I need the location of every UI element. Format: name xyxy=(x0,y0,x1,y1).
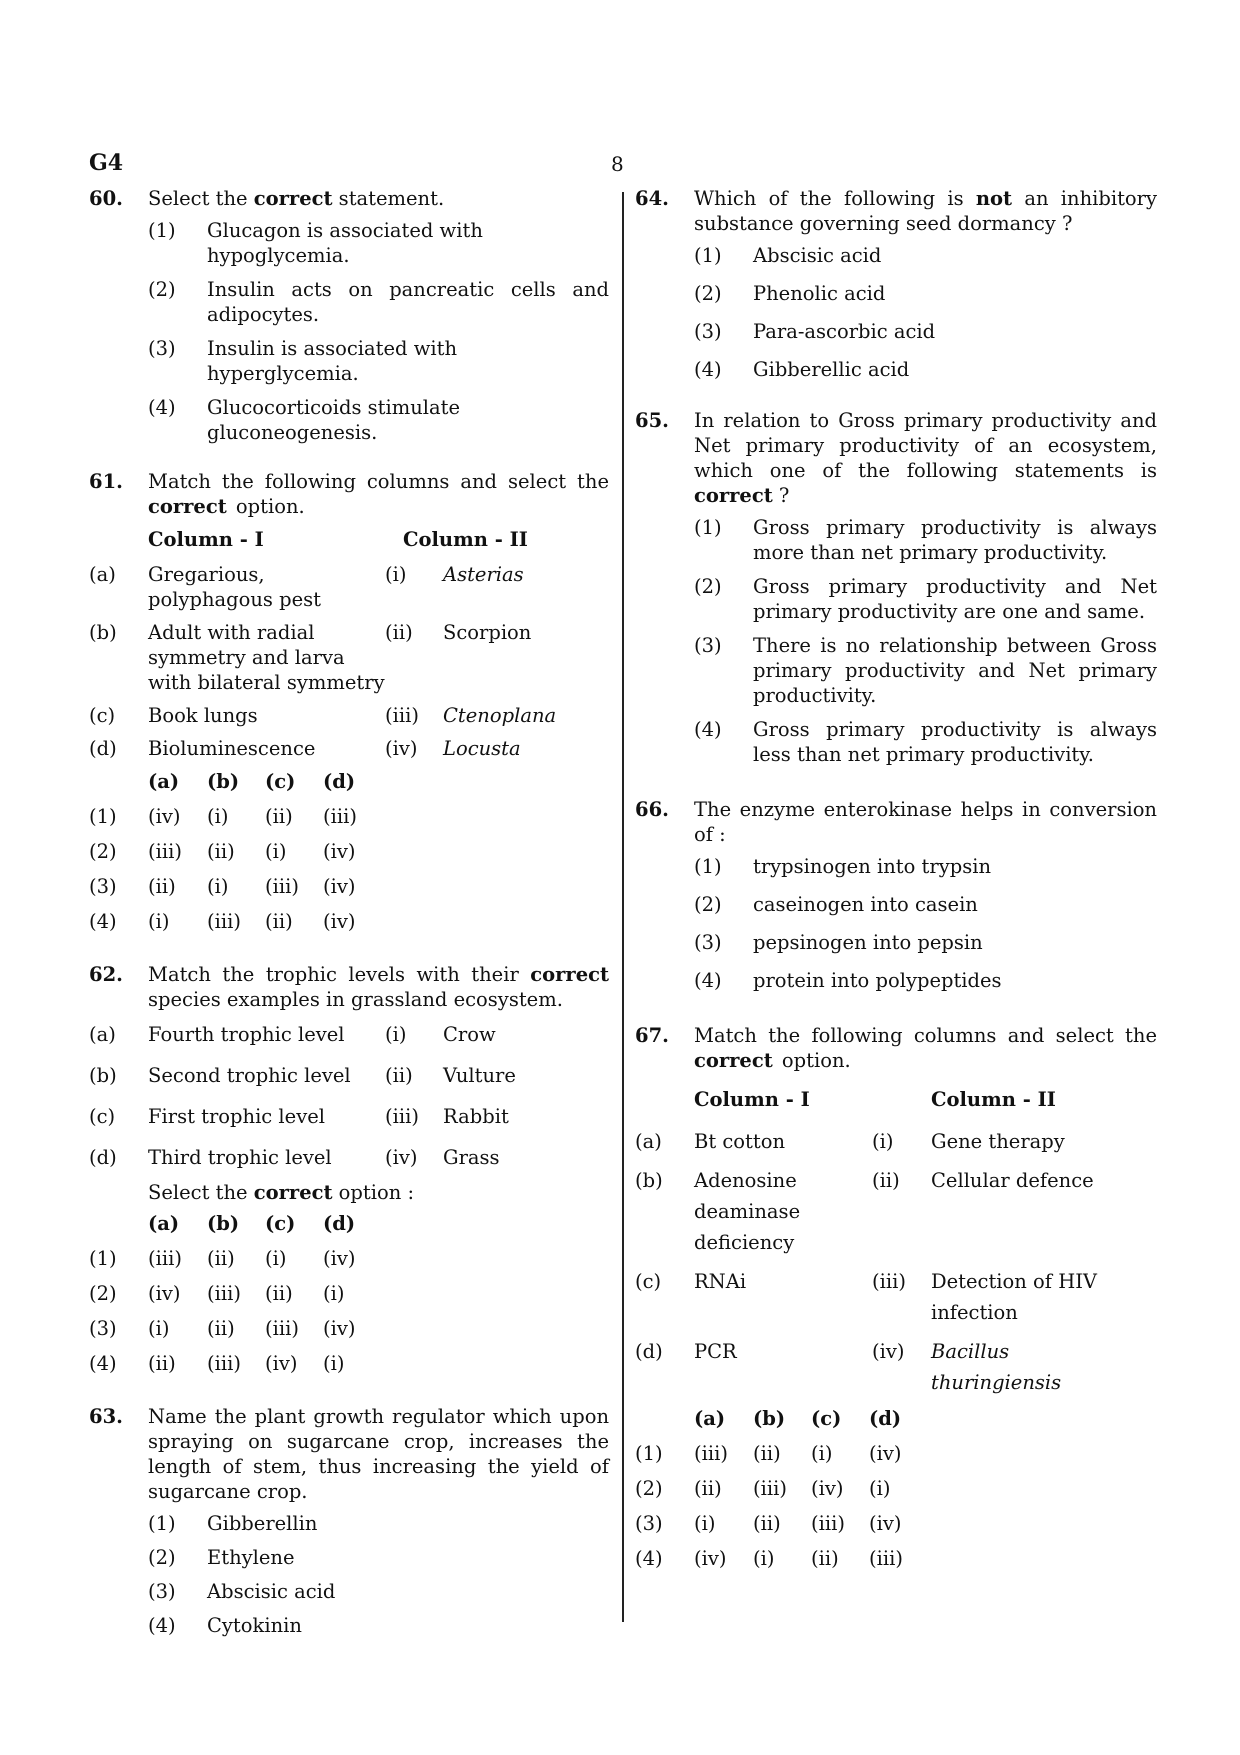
option-2[interactable] xyxy=(148,1545,609,1570)
option-text: protein into polypeptides xyxy=(753,969,1002,992)
answer-cell: (i) xyxy=(323,1352,345,1375)
column-2-heading: Column - II xyxy=(403,528,528,551)
option-text: Insulin acts on pancreatic cells and adipocytes. xyxy=(207,278,609,326)
column-divider xyxy=(622,192,624,1622)
match-table xyxy=(89,1022,609,1178)
question-stem: The enzyme enterokinase helps in conversion of : xyxy=(694,798,1157,846)
answer-cell: (iv) xyxy=(869,1512,902,1535)
row-label: (iii) xyxy=(872,1270,906,1293)
column-2-item: Cellular defence xyxy=(931,1169,1094,1192)
row-label: (b) xyxy=(635,1169,663,1192)
question-number: 60. xyxy=(89,187,123,210)
column-2-item: Detection of HIV infection xyxy=(931,1270,1097,1324)
answer-head: (a) xyxy=(694,1407,726,1430)
option-2[interactable] xyxy=(694,281,1157,306)
option-text: Glucocorticoids stimulate gluconeogenesis. xyxy=(207,396,461,444)
column-2-heading: Column - II xyxy=(931,1088,1056,1111)
column-1-heading: Column - I xyxy=(148,528,264,551)
options xyxy=(694,243,1157,382)
option-text: Abscisic acid xyxy=(207,1580,336,1603)
answer-cell: (ii) xyxy=(694,1477,722,1500)
question-64 xyxy=(635,186,1157,382)
stem-emphasis: correct xyxy=(694,484,773,507)
option-text: Insulin is associated with hyperglycemia. xyxy=(207,337,458,385)
option-label: (2) xyxy=(148,1546,176,1569)
option-text: Cytokinin xyxy=(207,1614,302,1637)
column-1-item: Third trophic level xyxy=(148,1146,332,1169)
answer-cell: (i) xyxy=(811,1442,833,1465)
option-1[interactable] xyxy=(694,854,1157,879)
answer-cell: (iii) xyxy=(694,1442,728,1465)
question-number: 64. xyxy=(635,187,669,210)
row-label: (b) xyxy=(89,1064,117,1087)
row-label: (iii) xyxy=(385,1105,419,1128)
option-text: Gibberellic acid xyxy=(753,358,910,381)
option-label: (1) xyxy=(148,1512,176,1535)
stem-text: species examples in grassland ecosystem. xyxy=(148,988,563,1011)
column-1-item: Second trophic level xyxy=(148,1064,351,1087)
column-1-item: Adenosine deaminase deficiency xyxy=(694,1169,801,1254)
answer-cell: (i) xyxy=(753,1547,775,1570)
options xyxy=(694,854,1157,993)
answer-cell: (i) xyxy=(148,910,170,933)
row-label: (d) xyxy=(635,1340,663,1363)
option-3[interactable] xyxy=(148,336,609,386)
answer-option-label[interactable]: (4) xyxy=(89,1352,117,1375)
answer-head: (b) xyxy=(207,1212,240,1235)
answer-cell: (i) xyxy=(265,840,287,863)
stem-emphasis: correct xyxy=(148,495,227,518)
match-table xyxy=(635,1126,1157,1406)
column-2-item: Crow xyxy=(443,1023,496,1046)
column-2-item: Gene therapy xyxy=(931,1130,1065,1153)
answer-head: (d) xyxy=(323,1212,356,1235)
question-60 xyxy=(89,186,609,445)
row-label: (d) xyxy=(89,1146,117,1169)
option-text: trypsinogen into trypsin xyxy=(753,855,992,878)
stem-text: Match the trophic levels with their xyxy=(148,963,531,986)
column-1-item: Gregarious, polyphagous pest xyxy=(148,563,321,611)
option-text: There is no relationship between Gross primary productivity and Net primary productivity. xyxy=(753,634,1157,707)
question-65 xyxy=(635,408,1157,767)
row-label: (d) xyxy=(89,737,117,760)
option-label: (4) xyxy=(148,1614,176,1637)
question-stem: Name the plant growth regulator which upon spraying on sugarcane crop, increases the length of stem, thus increasing the yield of sugarcane crop. xyxy=(148,1405,609,1503)
option-label: (3) xyxy=(694,931,722,954)
answer-cell: (iii) xyxy=(869,1547,903,1570)
answer-option-label[interactable]: (1) xyxy=(635,1442,663,1465)
answer-cell: (i) xyxy=(869,1477,891,1500)
question-61 xyxy=(89,469,609,944)
answer-option-label[interactable]: (2) xyxy=(89,840,117,863)
row-label: (c) xyxy=(89,1105,116,1128)
stem-emphasis: correct xyxy=(694,1049,773,1072)
option-1[interactable] xyxy=(148,1511,609,1536)
option-4[interactable] xyxy=(148,395,609,445)
answer-cell: (ii) xyxy=(265,805,293,828)
column-2-item: Grass xyxy=(443,1146,500,1169)
stem-emphasis: not xyxy=(975,187,1013,210)
question-67 xyxy=(635,1023,1157,1581)
answer-cell: (iv) xyxy=(323,1317,356,1340)
answer-cell: (iv) xyxy=(323,840,356,863)
row-label: (ii) xyxy=(872,1169,900,1192)
instruction-emphasis: correct xyxy=(253,1181,333,1204)
answer-head: (b) xyxy=(207,770,240,793)
row-label: (iii) xyxy=(385,704,419,727)
answer-option-label[interactable]: (3) xyxy=(89,1317,117,1340)
row-label: (iv) xyxy=(385,1146,418,1169)
column-1-item: PCR xyxy=(694,1340,737,1363)
option-text: Abscisic acid xyxy=(753,244,882,267)
answer-head: (c) xyxy=(265,770,296,793)
row-label: (ii) xyxy=(385,1064,413,1087)
option-label: (4) xyxy=(694,969,722,992)
option-text: Phenolic acid xyxy=(753,282,886,305)
column-2-text: Asterias xyxy=(443,563,524,586)
answer-cell: (ii) xyxy=(753,1442,781,1465)
column-2-text: Ctenoplana xyxy=(443,704,557,727)
instruction-text: Select the xyxy=(148,1181,254,1204)
exam-code: G4 xyxy=(89,150,124,176)
option-text: Gross primary productivity and Net primary productivity are one and same. xyxy=(753,575,1157,623)
answer-head: (a) xyxy=(148,1212,180,1235)
answer-cell: (iii) xyxy=(811,1512,845,1535)
option-label: (3) xyxy=(694,634,722,657)
option-text: Gibberellin xyxy=(207,1512,318,1535)
option-4[interactable] xyxy=(694,968,1157,993)
question-number: 67. xyxy=(635,1024,669,1047)
question-number: 63. xyxy=(89,1405,123,1428)
option-label: (4) xyxy=(148,396,176,419)
column-2-text: Bacillus thuringiensis xyxy=(931,1340,1062,1394)
option-text: Para-ascorbic acid xyxy=(753,320,936,343)
option-2[interactable] xyxy=(694,574,1157,624)
answer-cell: (ii) xyxy=(265,1282,293,1305)
answer-head: (c) xyxy=(265,1212,296,1235)
row-label: (iv) xyxy=(385,737,418,760)
select-instruction xyxy=(148,1180,609,1205)
answer-option-label[interactable]: (1) xyxy=(89,1247,117,1270)
option-text: Gross primary productivity is always less than net primary productivity. xyxy=(753,718,1157,766)
option-label: (2) xyxy=(148,278,176,301)
column-2-text: Locusta xyxy=(443,737,521,760)
answer-grid xyxy=(89,1211,609,1386)
row-label: (a) xyxy=(89,1023,116,1046)
question-number: 66. xyxy=(635,798,669,821)
answer-cell: (ii) xyxy=(207,1317,235,1340)
column-1-item: Adult with radial symmetry and larva with bilateral symmetry xyxy=(148,621,385,694)
answer-cell: (ii) xyxy=(148,1352,176,1375)
option-text: Glucagon is associated with hypoglycemia. xyxy=(207,219,483,267)
option-label: (3) xyxy=(694,320,722,343)
answer-cell: (iii) xyxy=(323,805,357,828)
answer-cell: (ii) xyxy=(148,875,176,898)
row-label: (c) xyxy=(89,704,116,727)
stem-text: option. xyxy=(226,495,305,518)
answer-cell: (iv) xyxy=(148,1282,181,1305)
answer-cell: (i) xyxy=(694,1512,716,1535)
answer-cell: (ii) xyxy=(207,1247,235,1270)
option-3[interactable] xyxy=(148,1579,609,1604)
column-2-item xyxy=(443,736,573,769)
stem-text: an inhibitory substance governing seed dormancy ? xyxy=(694,187,1157,235)
stem-text: Match the following columns and select the xyxy=(148,470,609,493)
question-stem xyxy=(694,1023,1157,1073)
column-1-item: RNAi xyxy=(694,1270,747,1293)
question-stem xyxy=(148,962,609,1012)
column-1-item: Book lungs xyxy=(148,704,258,727)
answer-cell: (iv) xyxy=(323,875,356,898)
option-4[interactable] xyxy=(694,717,1157,767)
column-1-item: Fourth trophic level xyxy=(148,1023,345,1046)
option-label: (2) xyxy=(694,282,722,305)
question-62 xyxy=(89,962,609,1386)
stem-text: ? xyxy=(772,484,790,507)
option-1[interactable] xyxy=(148,218,609,268)
option-4[interactable] xyxy=(694,357,1157,382)
left-column xyxy=(89,186,609,1647)
answer-cell: (iii) xyxy=(753,1477,787,1500)
instruction-text: option : xyxy=(332,1181,415,1204)
answer-cell: (iii) xyxy=(148,1247,182,1270)
option-text: Ethylene xyxy=(207,1546,295,1569)
answer-cell: (iv) xyxy=(811,1477,844,1500)
match-header xyxy=(635,1087,1157,1120)
question-number: 61. xyxy=(89,470,123,493)
answer-head: (a) xyxy=(148,770,180,793)
stem-emphasis: correct xyxy=(253,187,333,210)
option-label: (1) xyxy=(694,244,722,267)
answer-grid xyxy=(89,769,609,944)
option-4[interactable] xyxy=(148,1613,609,1638)
option-3[interactable] xyxy=(694,319,1157,344)
answer-head: (d) xyxy=(323,770,356,793)
answer-option-label[interactable]: (3) xyxy=(635,1512,663,1535)
options xyxy=(694,515,1157,767)
option-2[interactable] xyxy=(148,277,609,327)
answer-head: (b) xyxy=(753,1407,786,1430)
answer-option-label[interactable]: (2) xyxy=(635,1477,663,1500)
option-label: (2) xyxy=(694,893,722,916)
stem-text: In relation to Gross primary productivity and Net primary productivity of an ecosystem, which one of the following statements is xyxy=(694,409,1157,482)
option-1[interactable] xyxy=(694,515,1157,565)
column-2-item xyxy=(443,703,573,736)
option-3[interactable] xyxy=(694,930,1157,955)
options xyxy=(148,1511,609,1638)
stem-text: Match the following columns and select the xyxy=(694,1024,1157,1047)
option-label: (1) xyxy=(148,219,176,242)
row-label: (c) xyxy=(635,1270,662,1293)
column-2-item: Scorpion xyxy=(443,621,532,644)
row-label: (b) xyxy=(89,621,117,644)
answer-cell: (ii) xyxy=(811,1547,839,1570)
row-label: (ii) xyxy=(385,621,413,644)
question-stem xyxy=(694,408,1157,508)
row-label: (i) xyxy=(872,1130,894,1153)
option-label: (3) xyxy=(148,337,176,360)
question-stem xyxy=(694,186,1157,236)
column-2-item: Rabbit xyxy=(443,1105,509,1128)
question-stem xyxy=(148,469,609,519)
column-1-item: Bt cotton xyxy=(694,1130,785,1153)
stem-text: statement. xyxy=(332,187,445,210)
answer-option-label[interactable]: (2) xyxy=(89,1282,117,1305)
answer-cell: (iv) xyxy=(694,1547,727,1570)
option-3[interactable] xyxy=(694,633,1157,708)
answer-cell: (i) xyxy=(207,805,229,828)
stem-text: Select the xyxy=(148,187,254,210)
option-text: Gross primary productivity is always more than net primary productivity. xyxy=(753,516,1157,564)
column-2-item xyxy=(443,562,573,620)
option-label: (3) xyxy=(148,1580,176,1603)
answer-cell: (i) xyxy=(323,1282,345,1305)
column-1-heading: Column - I xyxy=(694,1088,810,1111)
answer-cell: (iv) xyxy=(869,1442,902,1465)
option-label: (2) xyxy=(694,575,722,598)
page-number: 8 xyxy=(611,152,624,176)
option-text: pepsinogen into pepsin xyxy=(753,931,983,954)
answer-cell: (ii) xyxy=(265,910,293,933)
answer-cell: (i) xyxy=(265,1247,287,1270)
option-text: caseinogen into casein xyxy=(753,893,978,916)
answer-cell: (iv) xyxy=(265,1352,298,1375)
column-2-item xyxy=(931,1336,1101,1406)
answer-cell: (iii) xyxy=(207,1352,241,1375)
column-2-item: Vulture xyxy=(443,1064,516,1087)
row-label: (a) xyxy=(89,563,116,586)
option-label: (1) xyxy=(694,516,722,539)
stem-text: Which of the following is xyxy=(694,187,976,210)
answer-cell: (ii) xyxy=(753,1512,781,1535)
answer-cell: (iii) xyxy=(265,1317,299,1340)
answer-cell: (ii) xyxy=(207,840,235,863)
question-66 xyxy=(635,797,1157,993)
answer-cell: (iii) xyxy=(207,1282,241,1305)
answer-cell: (iv) xyxy=(323,910,356,933)
answer-grid xyxy=(635,1406,1157,1581)
question-63 xyxy=(89,1404,609,1638)
options xyxy=(148,218,609,445)
option-2[interactable] xyxy=(694,892,1157,917)
answer-cell: (i) xyxy=(207,875,229,898)
match-table xyxy=(89,527,609,944)
question-number: 62. xyxy=(89,963,123,986)
answer-option-label[interactable]: (1) xyxy=(89,805,117,828)
answer-option-label[interactable]: (4) xyxy=(89,910,117,933)
right-column xyxy=(635,186,1157,1581)
row-label: (i) xyxy=(385,563,407,586)
answer-cell: (iv) xyxy=(148,805,181,828)
option-label: (4) xyxy=(694,358,722,381)
column-1-item: First trophic level xyxy=(148,1105,325,1128)
row-label: (iv) xyxy=(872,1340,905,1363)
stem-emphasis: correct xyxy=(530,963,609,986)
answer-cell: (i) xyxy=(148,1317,170,1340)
column-1-item: Bioluminescence xyxy=(148,737,316,760)
answer-head: (d) xyxy=(869,1407,902,1430)
answer-head: (c) xyxy=(811,1407,842,1430)
question-stem xyxy=(148,186,609,211)
answer-option-label[interactable]: (4) xyxy=(635,1547,663,1570)
option-label: (4) xyxy=(694,718,722,741)
option-1[interactable] xyxy=(694,243,1157,268)
question-number: 65. xyxy=(635,409,669,432)
row-label: (a) xyxy=(635,1130,662,1153)
option-label: (1) xyxy=(694,855,722,878)
answer-cell: (iii) xyxy=(148,840,182,863)
row-label: (i) xyxy=(385,1023,407,1046)
answer-cell: (iv) xyxy=(323,1247,356,1270)
answer-option-label[interactable]: (3) xyxy=(89,875,117,898)
answer-cell: (iii) xyxy=(207,910,241,933)
stem-text: option. xyxy=(772,1049,851,1072)
answer-cell: (iii) xyxy=(265,875,299,898)
